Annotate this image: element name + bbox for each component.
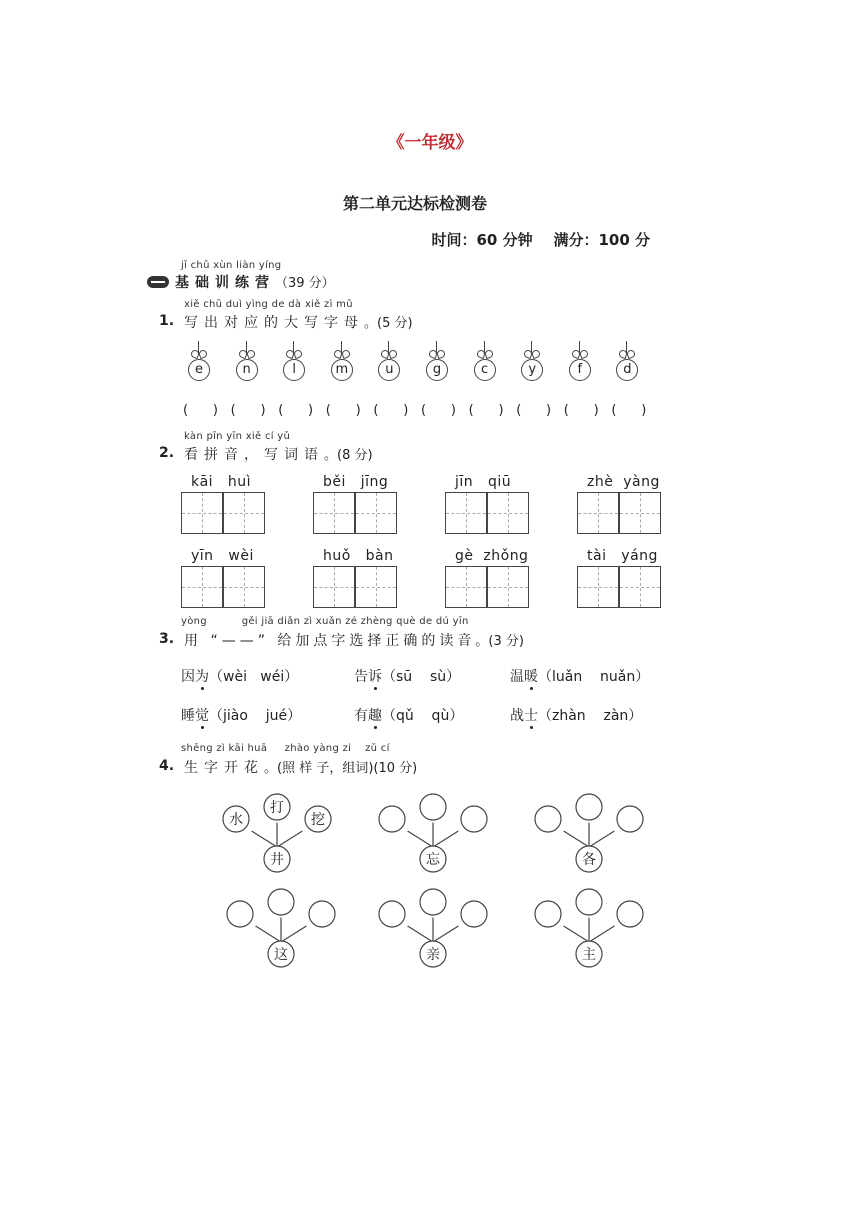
q4-text: 生字开花。(照 样 子，组词)(10 分) [184,760,418,776]
grade-label: 《一年级》 [387,133,473,153]
answer-blank[interactable]: ( ) [373,403,409,418]
petal-blank[interactable] [617,901,643,927]
petal-blank[interactable] [379,901,405,927]
answer-blank[interactable]: ( ) [278,403,314,418]
petal-character: 打 [270,800,284,816]
petal-blank[interactable] [535,806,561,832]
answer-blank[interactable]: ( ) [183,403,218,418]
dotted-character: 趣 [368,705,382,725]
q3-pinyin: yòng gěi jiā diǎn zì xuǎn zé zhèng què de dú yīn [181,616,469,627]
q4-number: 4. [159,758,175,774]
letter-ball: y [521,359,543,381]
word-pinyin: gè zhǒng [455,548,529,564]
answer-blank[interactable]: ( ) [325,403,361,418]
word-pinyin: kāi huì [191,474,252,490]
reading-choice-item[interactable]: 睡觉（jiào jué） [181,705,301,725]
q1-pinyin: xiě chū duì yìng de dà xiě zì mǔ [184,299,353,310]
petal-blank[interactable] [535,901,561,927]
petal-blank[interactable] [309,901,335,927]
answer-blank[interactable]: ( ) [611,403,647,418]
answer-blank[interactable]: ( ) [468,403,504,418]
q4-pinyin: shēng zì kāi huā zhào yàng zi zǔ cí [181,743,390,754]
character-flower [379,889,487,967]
center-character: 亲 [426,947,440,963]
reading-choice-item[interactable]: 战士（zhàn zàn） [510,705,642,725]
section-title: 基础训练营（39 分） [175,275,335,291]
page-title: 第二单元达标检测卷 [342,194,487,213]
dotted-character: 为 [195,666,209,686]
dotted-character: 士 [524,705,538,725]
character-flower [379,794,487,872]
q3-text: 用 “——” 给加点字选择正确的读音。(3 分) [184,633,524,649]
character-flower [535,794,643,872]
reading-choice-item[interactable]: 因为（wèi wéi） [181,666,298,686]
answer-blank[interactable]: ( ) [230,403,266,418]
character-flower [223,794,331,872]
petal-blank[interactable] [420,889,446,915]
time-score-info: 时间：60 分钟 满分：100 分 [431,231,650,249]
word-pinyin: běi jīng [323,474,389,490]
q3-number: 3. [159,631,175,647]
q1-number: 1. [159,313,175,329]
petal-blank[interactable] [420,794,446,820]
petal-character: 挖 [311,812,325,828]
dotted-character: 暖 [524,666,538,686]
center-character: 这 [274,947,288,963]
letter-ball: f [569,359,591,381]
answer-blank[interactable]: ( ) [563,403,599,418]
word-pinyin: huǒ bàn [323,548,394,564]
petal-blank[interactable] [379,806,405,832]
letter-ball: d [616,359,638,381]
petal-blank[interactable] [461,806,487,832]
q2-text: 看拼音，写词语。(8 分) [184,447,373,463]
center-character: 井 [270,852,284,868]
petal-blank[interactable] [617,806,643,832]
q2-number: 2. [159,445,175,461]
letter-ball: u [378,359,400,381]
q2-pinyin: kàn pīn yīn xiě cí yǔ [184,431,291,442]
word-pinyin: tài yáng [587,548,658,564]
section-pinyin: jī chǔ xùn liàn yíng [181,260,282,271]
word-pinyin: jīn qiū [455,474,512,490]
letter-ball: n [236,359,258,381]
petal-blank[interactable] [576,794,602,820]
reading-choice-item[interactable]: 有趣（qǔ qù） [354,705,463,725]
dotted-character: 诉 [368,666,382,686]
word-pinyin: yīn wèi [191,548,254,564]
center-character: 忘 [426,852,440,868]
reading-choice-item[interactable]: 告诉（sū sù） [354,666,460,686]
word-pinyin: zhè yàng [587,474,660,490]
petal-blank[interactable] [576,889,602,915]
dotted-character: 觉 [195,705,209,725]
center-character: 主 [582,947,596,963]
reading-choice-item[interactable]: 温暖（luǎn nuǎn） [510,666,649,686]
answer-blank[interactable]: ( ) [516,403,552,418]
letter-ball: e [188,359,210,381]
petal-blank[interactable] [227,901,253,927]
petal-character: 水 [229,812,243,828]
q1-text: 写出对应的大写字母。(5 分) [184,315,413,331]
character-flower [227,889,335,967]
petal-blank[interactable] [268,889,294,915]
letter-ball: l [283,359,305,381]
petal-blank[interactable] [461,901,487,927]
character-flower [535,889,643,967]
center-character: 各 [582,852,596,868]
letter-ball: g [426,359,448,381]
letter-ball: m [331,359,353,381]
answer-blank[interactable]: ( ) [421,403,456,418]
letter-ball: c [474,359,496,381]
